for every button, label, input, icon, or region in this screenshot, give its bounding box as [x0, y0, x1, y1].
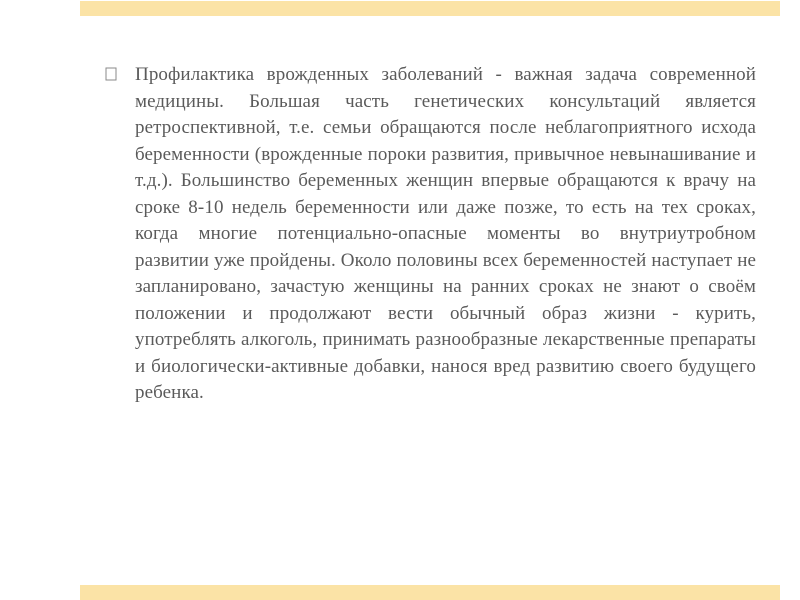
square-bullet-icon — [104, 66, 118, 82]
slide-content — [104, 62, 756, 407]
paragraph-text: Профилактика врожденных заболеваний - важная задача современной медицины. Большая часть генетических консультаций является ретроспективной, т.е. семьи обращаются после неблагоприятного исхода беременности (врожденные пороки развития, привычное невынашивание и т.д.). Большинство беременных женщин впервые обращаются к врачу на сроке 8-10 недель беременности или даже позже, то есть на тех сроках, когда многие потенциально-опасные моменты во внутриутробном развитии уже пройдены. Около половины всех беременностей наступает не запланировано, зачастую женщины на ранних сроках не знают о своём положении и продолжают вести обычный образ жизни - курить, употреблять алкоголь, принимать разнообразные лекарственные препараты и биологически-активные добавки, нанося вред развитию своего будущего ребенка. — [135, 64, 756, 403]
top-accent-bar — [80, 1, 780, 16]
bullet-item — [104, 62, 756, 407]
bottom-accent-bar — [80, 585, 780, 600]
